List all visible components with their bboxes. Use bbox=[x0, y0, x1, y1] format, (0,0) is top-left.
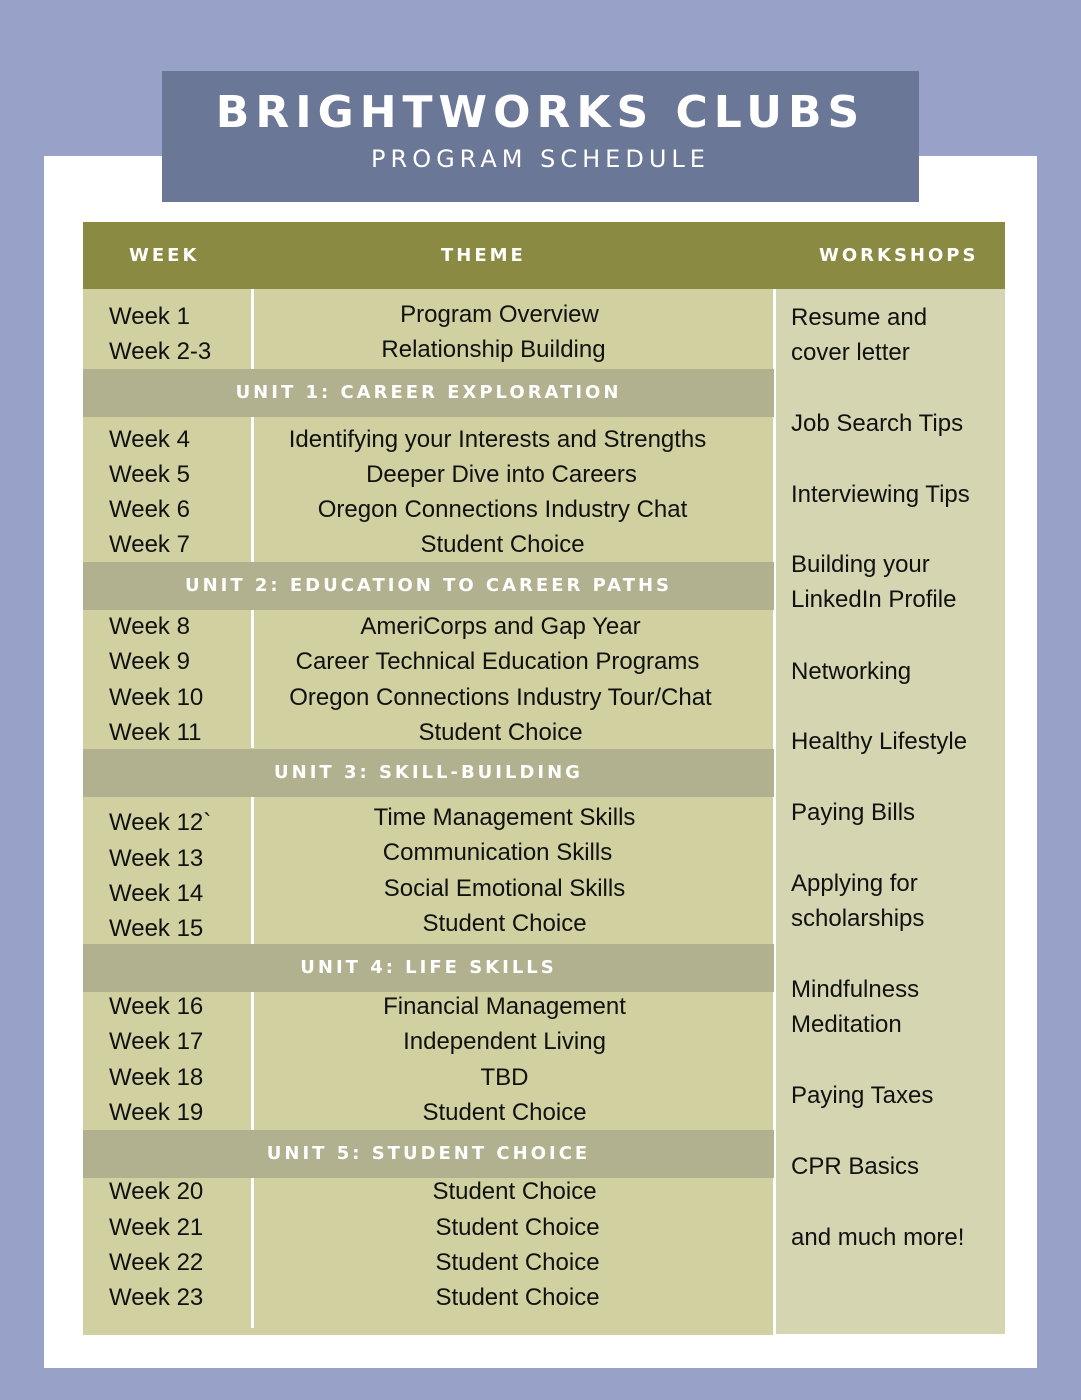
column-divider bbox=[251, 1178, 254, 1328]
theme-label: Student Choice bbox=[422, 910, 587, 937]
week-label: Week 4 bbox=[109, 426, 190, 453]
theme-label: Relationship Building bbox=[381, 336, 606, 363]
week-label: Week 1 bbox=[109, 303, 190, 330]
theme-label: Student Choice bbox=[435, 1214, 600, 1241]
week-label: Week 22 bbox=[109, 1249, 204, 1276]
theme-label: Financial Management bbox=[383, 993, 626, 1020]
theme-label: Student Choice bbox=[435, 1284, 600, 1311]
week-label: Week 9 bbox=[109, 648, 190, 675]
workshop-item: Job Search Tips bbox=[791, 410, 964, 437]
theme-label: AmeriCorps and Gap Year bbox=[360, 613, 641, 640]
theme-label: TBD bbox=[480, 1064, 529, 1091]
week-label: Week 20 bbox=[109, 1178, 204, 1205]
workshop-item: and much more! bbox=[791, 1224, 965, 1251]
unit-header: UNIT 1: CAREER EXPLORATION bbox=[83, 369, 774, 417]
column-header-workshops: WORKSHOPS bbox=[819, 245, 979, 266]
unit-header: UNIT 3: SKILL-BUILDING bbox=[83, 749, 774, 797]
column-header-week: WEEK bbox=[129, 245, 200, 266]
week-label: Week 7 bbox=[109, 531, 190, 558]
week-label: Week 19 bbox=[109, 1099, 204, 1126]
workshop-item: CPR Basics bbox=[791, 1153, 920, 1180]
workshop-item: Building your LinkedIn Profile bbox=[791, 551, 957, 613]
theme-label: Independent Living bbox=[403, 1028, 606, 1055]
week-label: Week 2-3 bbox=[109, 338, 212, 365]
week-label: Week 11 bbox=[109, 719, 202, 746]
workshop-item: Resume and cover letter bbox=[791, 304, 928, 366]
title-banner bbox=[162, 71, 919, 202]
theme-label: Deeper Dive into Careers bbox=[366, 461, 637, 488]
week-label: Week 10 bbox=[109, 684, 204, 711]
theme-label: Career Technical Education Programs bbox=[295, 648, 700, 675]
workshop-item: Paying Bills bbox=[791, 799, 916, 826]
workshop-item: Applying for scholarships bbox=[791, 870, 925, 932]
theme-label: Identifying your Interests and Strengths bbox=[288, 426, 707, 453]
week-label: Week 13 bbox=[109, 845, 204, 872]
theme-label: Time Management Skills bbox=[373, 804, 636, 831]
week-label: Week 12` bbox=[109, 809, 212, 836]
theme-label: Oregon Connections Industry Tour/Chat bbox=[289, 684, 712, 711]
workshop-item: Paying Taxes bbox=[791, 1082, 934, 1109]
week-label: Week 23 bbox=[109, 1284, 204, 1311]
page-title: BRIGHTWORKS CLUBS bbox=[215, 87, 866, 138]
unit-header: UNIT 2: EDUCATION TO CAREER PATHS bbox=[83, 562, 774, 610]
workshop-item: Interviewing Tips bbox=[791, 481, 970, 508]
theme-label: Student Choice bbox=[422, 1099, 587, 1126]
week-label: Week 18 bbox=[109, 1064, 204, 1091]
week-label: Week 16 bbox=[109, 993, 204, 1020]
column-header-theme: THEME bbox=[441, 245, 526, 266]
week-label: Week 17 bbox=[109, 1028, 204, 1055]
week-label: Week 5 bbox=[109, 461, 190, 488]
unit-header: UNIT 5: STUDENT CHOICE bbox=[83, 1130, 774, 1178]
week-label: Week 8 bbox=[109, 613, 190, 640]
theme-label: Communication Skills bbox=[382, 839, 613, 866]
workshop-item: Networking bbox=[791, 658, 912, 685]
theme-label: Student Choice bbox=[420, 531, 585, 558]
theme-label: Social Emotional Skills bbox=[383, 875, 626, 902]
week-label: Week 21 bbox=[109, 1214, 204, 1241]
workshop-item: Mindfulness Meditation bbox=[791, 976, 920, 1038]
page-subtitle: PROGRAM SCHEDULE bbox=[371, 145, 710, 173]
unit-header: UNIT 4: LIFE SKILLS bbox=[83, 944, 774, 992]
week-label: Week 6 bbox=[109, 496, 190, 523]
theme-label: Student Choice bbox=[432, 1178, 597, 1205]
theme-label: Oregon Connections Industry Chat bbox=[317, 496, 688, 523]
theme-label: Student Choice bbox=[418, 719, 583, 746]
theme-label: Student Choice bbox=[435, 1249, 600, 1276]
workshop-item: Healthy Lifestyle bbox=[791, 728, 968, 755]
week-label: Week 14 bbox=[109, 880, 204, 907]
week-label: Week 15 bbox=[109, 915, 204, 942]
theme-label: Program Overview bbox=[400, 301, 599, 328]
